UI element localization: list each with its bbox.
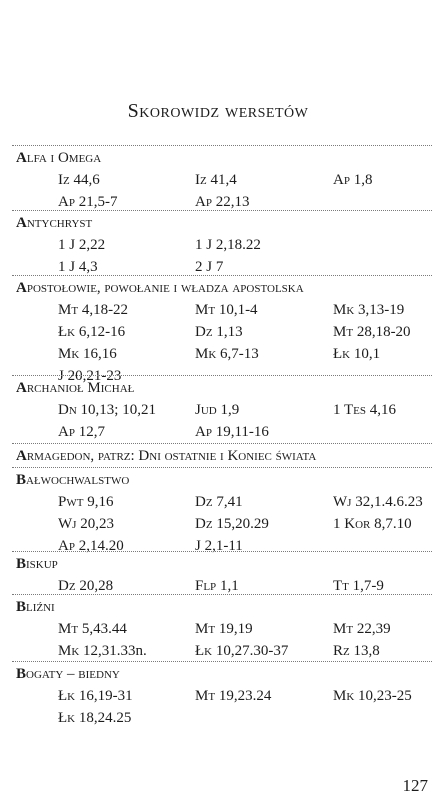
book-abbreviation: Jud [195, 402, 217, 418]
verse-reference [195, 402, 239, 419]
verse-numbers: 28,18-20 [356, 324, 411, 340]
verse-reference [58, 172, 100, 189]
book-abbreviation: Łk [58, 688, 76, 704]
book-abbreviation: Wj [333, 494, 352, 510]
verse-numbers: 22,13 [215, 194, 250, 210]
entry-heading-initial: A [16, 448, 27, 464]
section-divider [12, 375, 432, 376]
verse-numbers: 19,19 [218, 621, 253, 637]
verse-reference [58, 424, 105, 441]
verse-numbers: 7 [215, 259, 224, 275]
book-abbreviation: 2 J [195, 259, 213, 275]
verse-numbers: 22,39 [356, 621, 391, 637]
section-divider [12, 551, 432, 552]
verse-numbers: 8,7.10 [374, 516, 412, 532]
verse-reference [195, 516, 269, 533]
verse-reference [333, 643, 380, 660]
book-abbreviation: Łk [333, 346, 351, 362]
verse-numbers: 10,1 [353, 346, 381, 362]
verse-numbers: 21,5-7 [78, 194, 118, 210]
entry-heading [16, 215, 92, 232]
book-abbreviation: Iz [195, 172, 207, 188]
verse-numbers: 4,3 [78, 259, 98, 275]
entry-heading [16, 556, 58, 573]
verse-reference [58, 621, 127, 638]
verse-numbers: 32,1.4.6.23 [355, 494, 423, 510]
book-abbreviation: Dz [58, 578, 76, 594]
verse-numbers: 15,20.29 [216, 516, 269, 532]
entry-heading-initial: B [16, 666, 27, 682]
verse-numbers: 1,9 [220, 402, 240, 418]
verse-numbers: 9,16 [87, 494, 114, 510]
verse-reference [333, 346, 380, 363]
book-abbreviation: Dn [58, 402, 77, 418]
verse-numbers: 1,13 [216, 324, 243, 340]
entry-heading-initial: A [16, 380, 27, 396]
entry-heading-initial: B [16, 556, 27, 572]
verse-reference [333, 324, 411, 341]
page-number: 127 [402, 776, 428, 795]
verse-reference [58, 324, 125, 341]
verse-reference [58, 302, 128, 319]
verse-reference [195, 259, 223, 276]
verse-numbers: 1,1 [219, 578, 239, 594]
verse-reference [195, 324, 243, 341]
verse-reference [195, 346, 259, 363]
book-abbreviation: Rz [333, 643, 350, 659]
book-abbreviation: Dz [195, 494, 213, 510]
book-abbreviation: Pwt [58, 494, 84, 510]
book-abbreviation: Łk [195, 643, 213, 659]
verse-reference [58, 346, 117, 363]
book-abbreviation: J [195, 538, 201, 554]
book-abbreviation: J [58, 368, 64, 384]
book-abbreviation: Ap [58, 194, 75, 210]
entry-heading-text: liźni [26, 599, 55, 615]
verse-numbers: 20,28 [79, 578, 114, 594]
verse-reference [333, 621, 391, 638]
verse-reference [58, 494, 113, 511]
section-divider [12, 594, 432, 595]
verse-numbers: 41,4 [210, 172, 237, 188]
verse-numbers: 16,16 [83, 346, 117, 362]
verse-numbers: 6,7-13 [220, 346, 259, 362]
verse-reference [195, 643, 288, 660]
verse-numbers: 16,19-31 [78, 688, 133, 704]
verse-numbers: 5,43.44 [81, 621, 127, 637]
book-abbreviation: 1 J [58, 259, 76, 275]
verse-numbers: 19,23.24 [218, 688, 272, 704]
verse-numbers: 10,13; 10,21 [80, 402, 156, 418]
verse-numbers: 18,24.25 [78, 710, 132, 726]
entry-heading [16, 380, 134, 397]
book-abbreviation: Flp [195, 578, 217, 594]
verse-numbers: 44,6 [73, 172, 100, 188]
verse-reference [195, 494, 243, 511]
book-abbreviation: 1 Kor [333, 516, 371, 532]
verse-reference [195, 237, 261, 254]
book-abbreviation: Mt [195, 302, 216, 318]
verse-numbers: 4,16 [369, 402, 396, 418]
verse-reference [58, 688, 133, 705]
verse-reference [195, 172, 237, 189]
verse-reference [195, 424, 269, 441]
verse-reference [58, 402, 156, 419]
verse-reference [58, 237, 105, 254]
book-abbreviation: Iz [58, 172, 70, 188]
entry-heading [16, 599, 55, 616]
entry-heading-initial: B [16, 599, 27, 615]
verse-reference [195, 538, 243, 555]
entry-heading-text: ogaty – biedny [26, 666, 120, 682]
verse-numbers: 10,23-25 [358, 688, 412, 704]
verse-numbers: 1,7-9 [352, 578, 384, 594]
verse-reference [333, 172, 372, 189]
book-abbreviation: 1 J [195, 237, 213, 253]
book-abbreviation: Mt [333, 324, 354, 340]
verse-reference [333, 302, 404, 319]
verse-numbers: 12,7 [78, 424, 105, 440]
book-abbreviation: Ap [58, 538, 75, 554]
verse-numbers: 2,14.20 [78, 538, 124, 554]
entry-heading [16, 448, 316, 465]
verse-reference [333, 402, 396, 419]
book-abbreviation: Wj [58, 516, 77, 532]
entry-heading-text: ntychryst [26, 215, 93, 231]
book-abbreviation: Łk [58, 710, 76, 726]
book-abbreviation: Mt [58, 621, 79, 637]
verse-reference [195, 688, 271, 705]
verse-reference [58, 194, 117, 211]
section-divider [12, 145, 432, 146]
entry-heading-initial: B [16, 472, 27, 488]
entry-heading-text: lfa i Omega [26, 150, 102, 166]
entry-heading-text: ałwochwalstwo [26, 472, 130, 488]
verse-numbers: 13,8 [353, 643, 380, 659]
book-abbreviation: Tt [333, 578, 349, 594]
entry-heading-text: postołowie, powołanie i władza apostolska [26, 280, 304, 296]
verse-numbers: 20,21-23 [67, 368, 122, 384]
book-abbreviation: 1 Tes [333, 402, 366, 418]
verse-reference [58, 538, 124, 555]
verse-numbers: 2,22 [78, 237, 106, 253]
verse-reference [58, 643, 147, 660]
verse-numbers: 10,27.30-37 [215, 643, 289, 659]
book-abbreviation: Mt [195, 688, 216, 704]
verse-reference [333, 688, 412, 705]
entry-heading [16, 472, 129, 489]
book-abbreviation: Ap [58, 424, 75, 440]
book-abbreviation: Ap [195, 194, 212, 210]
section-divider [12, 210, 432, 211]
book-abbreviation: Ap [333, 172, 350, 188]
verse-numbers: 6,12-16 [78, 324, 126, 340]
section-divider [12, 467, 432, 468]
book-abbreviation: Mt [195, 621, 216, 637]
entry-heading-initial: A [16, 280, 27, 296]
verse-numbers: 1,8 [353, 172, 373, 188]
verse-numbers: 20,23 [80, 516, 114, 532]
entry-heading-initial: A [16, 215, 27, 231]
book-abbreviation: Mk [195, 346, 217, 362]
verse-numbers: 3,13-19 [358, 302, 405, 318]
book-abbreviation: Dz [195, 324, 213, 340]
book-abbreviation: Mk [58, 346, 80, 362]
entry-heading-initial: A [16, 150, 27, 166]
verse-reference [58, 710, 131, 727]
section-divider [12, 661, 432, 662]
verse-reference [195, 194, 249, 211]
verse-numbers: 4,18-22 [81, 302, 129, 318]
verse-reference [58, 259, 98, 276]
section-divider [12, 275, 432, 276]
verse-numbers: 12,31.33n. [83, 643, 147, 659]
book-abbreviation: Mk [333, 302, 355, 318]
verse-reference [58, 516, 114, 533]
verse-reference [333, 494, 423, 511]
verse-reference [195, 621, 253, 638]
book-abbreviation: Mk [58, 643, 80, 659]
entry-heading-text: iskup [26, 556, 58, 572]
entry-heading-text: rchanioł Michał [26, 380, 135, 396]
book-abbreviation: Dz [195, 516, 213, 532]
book-abbreviation: Mk [333, 688, 355, 704]
verse-numbers: 2,18.22 [215, 237, 261, 253]
verse-reference [195, 302, 258, 319]
verse-reference [333, 578, 384, 595]
verse-numbers: 7,41 [216, 494, 243, 510]
page-title: Skorowidz wersetów [127, 100, 309, 122]
verse-numbers: 19,11-16 [215, 424, 269, 440]
entry-heading [16, 666, 120, 683]
verse-numbers: 2,1-11 [204, 538, 243, 554]
verse-reference [333, 516, 412, 533]
section-divider [12, 443, 432, 444]
entry-heading [16, 280, 304, 297]
book-abbreviation: Łk [58, 324, 76, 340]
book-abbreviation: Mt [58, 302, 79, 318]
book-abbreviation: 1 J [58, 237, 76, 253]
book-abbreviation: Mt [333, 621, 354, 637]
book-abbreviation: Ap [195, 424, 212, 440]
verse-reference [58, 578, 113, 595]
verse-numbers: 10,1-4 [218, 302, 258, 318]
entry-heading [16, 150, 101, 167]
entry-heading-text: rmagedon, patrz: Dni ostatnie i Koniec świata [26, 448, 317, 464]
verse-reference [195, 578, 239, 595]
